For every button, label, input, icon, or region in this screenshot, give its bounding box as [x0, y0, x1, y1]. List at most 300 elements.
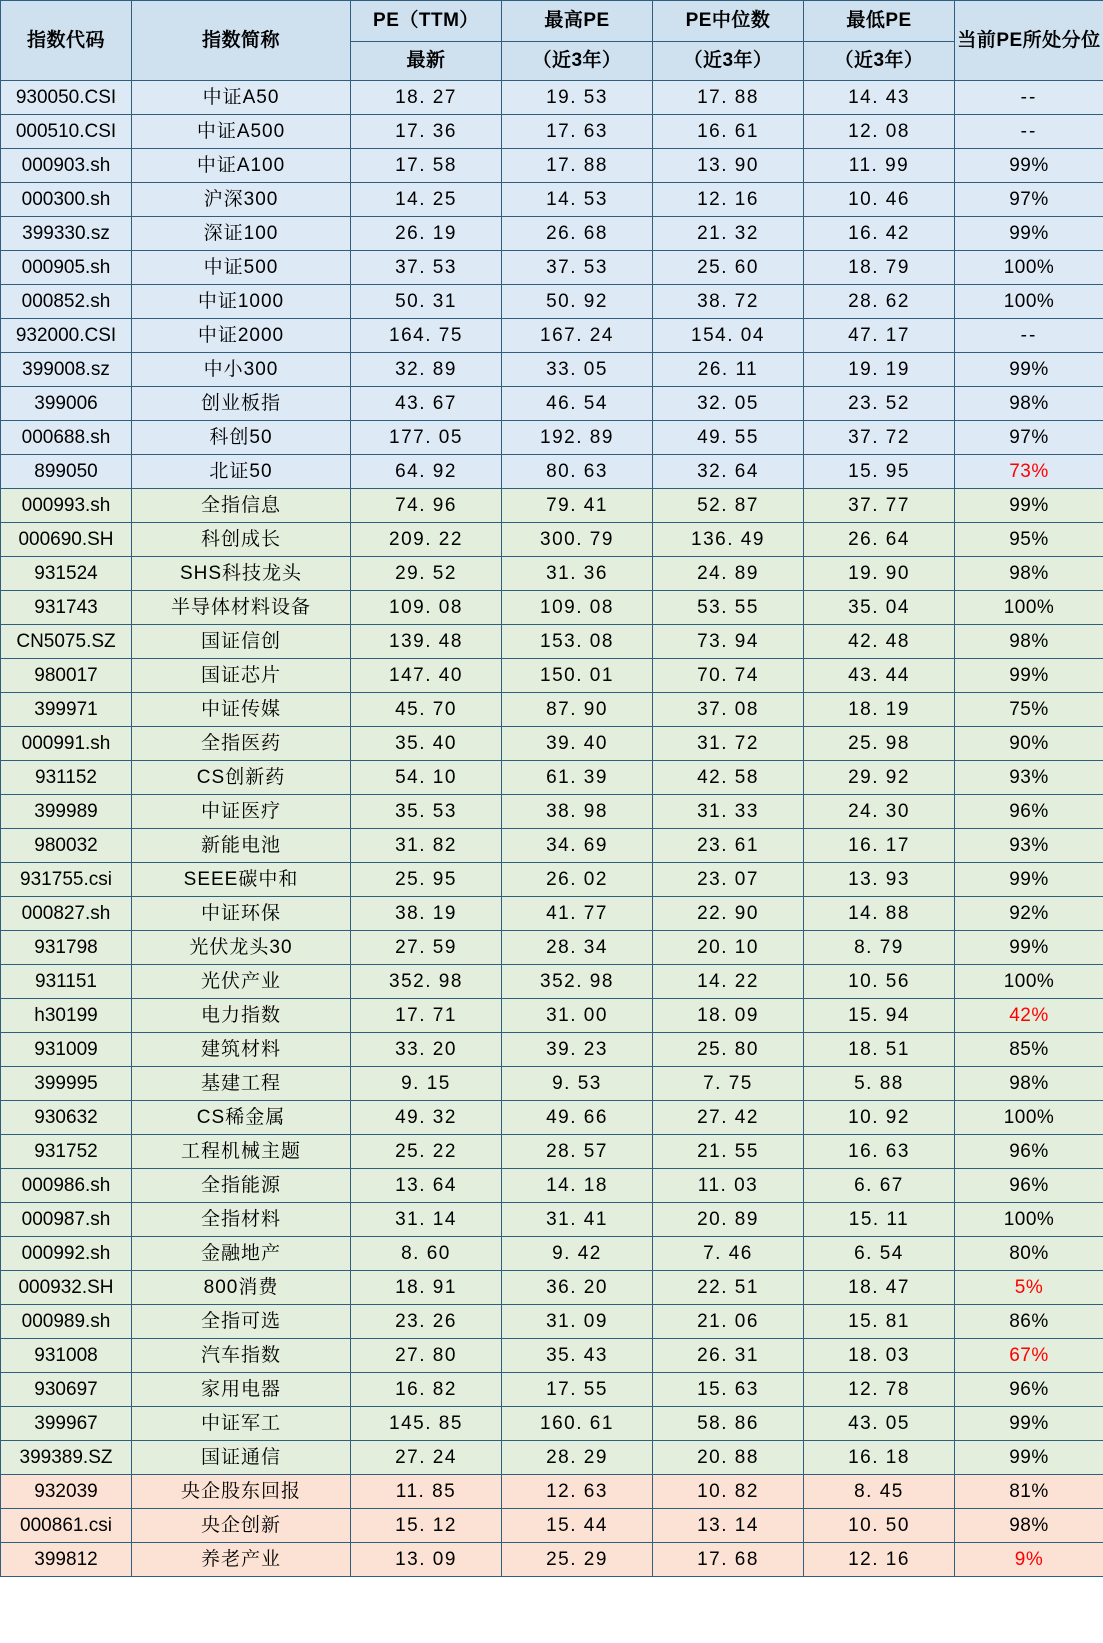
- cell-pe-ttm: 32. 89: [351, 353, 502, 387]
- cell-max-pe: 35. 43: [502, 1339, 653, 1373]
- table-row: [1, 421, 1103, 455]
- cell-min-pe: 43. 44: [804, 659, 955, 693]
- cell-pe-percentile: --: [955, 115, 1103, 149]
- cell-index-code: 000690.SH: [1, 523, 132, 557]
- header-pe-ttm: PE（TTM）: [351, 1, 502, 42]
- cell-max-pe: 26. 02: [502, 863, 653, 897]
- cell-median-pe: 38. 72: [653, 285, 804, 319]
- cell-median-pe: 70. 74: [653, 659, 804, 693]
- cell-index-name: 800消费: [132, 1271, 351, 1305]
- cell-pe-ttm: 209. 22: [351, 523, 502, 557]
- table-row: [1, 523, 1103, 557]
- cell-median-pe: 58. 86: [653, 1407, 804, 1441]
- cell-pe-percentile: 93%: [955, 761, 1103, 795]
- cell-index-code: 399006: [1, 387, 132, 421]
- table-row: [1, 1305, 1103, 1339]
- cell-pe-percentile: 96%: [955, 795, 1103, 829]
- cell-median-pe: 7. 46: [653, 1237, 804, 1271]
- cell-median-pe: 15. 63: [653, 1373, 804, 1407]
- table-row: [1, 1543, 1103, 1577]
- cell-pe-ttm: 50. 31: [351, 285, 502, 319]
- cell-max-pe: 37. 53: [502, 251, 653, 285]
- cell-index-name: 中小300: [132, 353, 351, 387]
- cell-index-name: 金融地产: [132, 1237, 351, 1271]
- cell-pe-ttm: 8. 60: [351, 1237, 502, 1271]
- cell-min-pe: 13. 93: [804, 863, 955, 897]
- cell-pe-ttm: 43. 67: [351, 387, 502, 421]
- cell-max-pe: 38. 98: [502, 795, 653, 829]
- cell-index-code: 000993.sh: [1, 489, 132, 523]
- cell-min-pe: 19. 19: [804, 353, 955, 387]
- cell-pe-percentile: 97%: [955, 421, 1103, 455]
- cell-index-code: 931798: [1, 931, 132, 965]
- cell-median-pe: 12. 16: [653, 183, 804, 217]
- cell-pe-percentile: 99%: [955, 863, 1103, 897]
- cell-index-name: 中证A500: [132, 115, 351, 149]
- cell-index-code: 000300.sh: [1, 183, 132, 217]
- cell-median-pe: 73. 94: [653, 625, 804, 659]
- cell-pe-ttm: 23. 26: [351, 1305, 502, 1339]
- cell-pe-percentile: 100%: [955, 1203, 1103, 1237]
- cell-index-code: 399989: [1, 795, 132, 829]
- cell-min-pe: 18. 19: [804, 693, 955, 727]
- cell-index-code: 000992.sh: [1, 1237, 132, 1271]
- table-row: [1, 489, 1103, 523]
- cell-pe-ttm: 54. 10: [351, 761, 502, 795]
- cell-max-pe: 34. 69: [502, 829, 653, 863]
- table-row: [1, 183, 1103, 217]
- cell-min-pe: 47. 17: [804, 319, 955, 353]
- cell-max-pe: 50. 92: [502, 285, 653, 319]
- table-row: [1, 1339, 1103, 1373]
- cell-min-pe: 16. 17: [804, 829, 955, 863]
- cell-min-pe: 25. 98: [804, 727, 955, 761]
- cell-max-pe: 153. 08: [502, 625, 653, 659]
- cell-max-pe: 19. 53: [502, 81, 653, 115]
- cell-median-pe: 37. 08: [653, 693, 804, 727]
- cell-max-pe: 33. 05: [502, 353, 653, 387]
- header-max-pe-sub: （近3年）: [502, 42, 653, 81]
- cell-max-pe: 31. 36: [502, 557, 653, 591]
- cell-pe-percentile: 99%: [955, 659, 1103, 693]
- cell-median-pe: 21. 32: [653, 217, 804, 251]
- cell-min-pe: 15. 81: [804, 1305, 955, 1339]
- cell-pe-percentile: 86%: [955, 1305, 1103, 1339]
- cell-index-code: 000903.sh: [1, 149, 132, 183]
- cell-index-name: 基建工程: [132, 1067, 351, 1101]
- cell-pe-percentile: 100%: [955, 1101, 1103, 1135]
- cell-max-pe: 28. 57: [502, 1135, 653, 1169]
- cell-median-pe: 154. 04: [653, 319, 804, 353]
- cell-pe-ttm: 11. 85: [351, 1475, 502, 1509]
- cell-max-pe: 300. 79: [502, 523, 653, 557]
- cell-index-name: 中证传媒: [132, 693, 351, 727]
- cell-min-pe: 15. 94: [804, 999, 955, 1033]
- table-row: [1, 999, 1103, 1033]
- cell-index-name: 全指信息: [132, 489, 351, 523]
- cell-max-pe: 167. 24: [502, 319, 653, 353]
- cell-index-code: h30199: [1, 999, 132, 1033]
- header-max-pe: 最高PE: [502, 1, 653, 42]
- cell-max-pe: 17. 88: [502, 149, 653, 183]
- cell-pe-ttm: 14. 25: [351, 183, 502, 217]
- cell-index-code: 399967: [1, 1407, 132, 1441]
- cell-median-pe: 17. 88: [653, 81, 804, 115]
- cell-max-pe: 109. 08: [502, 591, 653, 625]
- cell-index-name: 中证1000: [132, 285, 351, 319]
- cell-min-pe: 19. 90: [804, 557, 955, 591]
- cell-pe-percentile: 95%: [955, 523, 1103, 557]
- cell-min-pe: 15. 95: [804, 455, 955, 489]
- table-row: [1, 1475, 1103, 1509]
- cell-pe-ttm: 38. 19: [351, 897, 502, 931]
- cell-median-pe: 52. 87: [653, 489, 804, 523]
- cell-pe-ttm: 17. 71: [351, 999, 502, 1033]
- cell-index-name: 中证A50: [132, 81, 351, 115]
- cell-index-name: 创业板指: [132, 387, 351, 421]
- cell-pe-ttm: 25. 22: [351, 1135, 502, 1169]
- cell-max-pe: 352. 98: [502, 965, 653, 999]
- cell-pe-percentile: --: [955, 319, 1103, 353]
- cell-index-code: CN5075.SZ: [1, 625, 132, 659]
- cell-index-name: SEEE碳中和: [132, 863, 351, 897]
- cell-index-code: 000987.sh: [1, 1203, 132, 1237]
- cell-max-pe: 28. 34: [502, 931, 653, 965]
- cell-index-name: 工程机械主题: [132, 1135, 351, 1169]
- header-median-pe-sub: （近3年）: [653, 42, 804, 81]
- header-min-pe-sub: （近3年）: [804, 42, 955, 81]
- table-row: [1, 455, 1103, 489]
- table-row: [1, 115, 1103, 149]
- cell-index-name: 全指材料: [132, 1203, 351, 1237]
- cell-pe-percentile: 92%: [955, 897, 1103, 931]
- cell-median-pe: 7. 75: [653, 1067, 804, 1101]
- cell-median-pe: 31. 33: [653, 795, 804, 829]
- cell-median-pe: 17. 68: [653, 1543, 804, 1577]
- cell-min-pe: 18. 51: [804, 1033, 955, 1067]
- cell-max-pe: 14. 53: [502, 183, 653, 217]
- cell-index-name: 光伏产业: [132, 965, 351, 999]
- cell-median-pe: 26. 31: [653, 1339, 804, 1373]
- cell-pe-ttm: 15. 12: [351, 1509, 502, 1543]
- cell-pe-percentile: 98%: [955, 557, 1103, 591]
- cell-index-name: 全指可选: [132, 1305, 351, 1339]
- cell-index-code: 930697: [1, 1373, 132, 1407]
- cell-min-pe: 10. 50: [804, 1509, 955, 1543]
- table-row: [1, 285, 1103, 319]
- cell-pe-ttm: 64. 92: [351, 455, 502, 489]
- cell-pe-percentile: 75%: [955, 693, 1103, 727]
- cell-min-pe: 37. 77: [804, 489, 955, 523]
- table-row: [1, 965, 1103, 999]
- cell-index-name: 新能电池: [132, 829, 351, 863]
- cell-index-code: 980032: [1, 829, 132, 863]
- cell-pe-ttm: 16. 82: [351, 1373, 502, 1407]
- cell-pe-percentile: 98%: [955, 625, 1103, 659]
- cell-pe-ttm: 49. 32: [351, 1101, 502, 1135]
- cell-min-pe: 18. 47: [804, 1271, 955, 1305]
- cell-index-code: 931755.csi: [1, 863, 132, 897]
- cell-max-pe: 41. 77: [502, 897, 653, 931]
- table-row: [1, 1169, 1103, 1203]
- cell-max-pe: 46. 54: [502, 387, 653, 421]
- cell-min-pe: 28. 62: [804, 285, 955, 319]
- cell-min-pe: 18. 03: [804, 1339, 955, 1373]
- cell-index-code: 000932.SH: [1, 1271, 132, 1305]
- cell-index-name: SHS科技龙头: [132, 557, 351, 591]
- cell-pe-percentile: 99%: [955, 489, 1103, 523]
- cell-index-code: 931009: [1, 1033, 132, 1067]
- cell-min-pe: 35. 04: [804, 591, 955, 625]
- cell-pe-ttm: 26. 19: [351, 217, 502, 251]
- cell-min-pe: 16. 42: [804, 217, 955, 251]
- cell-index-name: 养老产业: [132, 1543, 351, 1577]
- cell-index-name: 中证军工: [132, 1407, 351, 1441]
- cell-pe-percentile: 99%: [955, 217, 1103, 251]
- cell-median-pe: 10. 82: [653, 1475, 804, 1509]
- table-row: [1, 659, 1103, 693]
- table-row: [1, 149, 1103, 183]
- table-row: [1, 557, 1103, 591]
- cell-index-name: 家用电器: [132, 1373, 351, 1407]
- cell-max-pe: 61. 39: [502, 761, 653, 795]
- cell-pe-percentile: 85%: [955, 1033, 1103, 1067]
- cell-median-pe: 20. 10: [653, 931, 804, 965]
- cell-index-name: 沪深300: [132, 183, 351, 217]
- cell-pe-ttm: 352. 98: [351, 965, 502, 999]
- cell-pe-ttm: 33. 20: [351, 1033, 502, 1067]
- cell-pe-percentile: 98%: [955, 1509, 1103, 1543]
- cell-index-name: 全指能源: [132, 1169, 351, 1203]
- cell-median-pe: 31. 72: [653, 727, 804, 761]
- cell-max-pe: 9. 42: [502, 1237, 653, 1271]
- cell-index-code: 932039: [1, 1475, 132, 1509]
- table-row: [1, 1441, 1103, 1475]
- header-row-top: [1, 1, 1103, 42]
- cell-median-pe: 20. 88: [653, 1441, 804, 1475]
- cell-pe-percentile: 90%: [955, 727, 1103, 761]
- cell-index-code: 000986.sh: [1, 1169, 132, 1203]
- cell-min-pe: 16. 63: [804, 1135, 955, 1169]
- table-row: [1, 1373, 1103, 1407]
- cell-pe-ttm: 29. 52: [351, 557, 502, 591]
- cell-index-name: 中证2000: [132, 319, 351, 353]
- cell-max-pe: 26. 68: [502, 217, 653, 251]
- cell-pe-percentile: 96%: [955, 1169, 1103, 1203]
- cell-min-pe: 15. 11: [804, 1203, 955, 1237]
- table-row: [1, 1271, 1103, 1305]
- cell-min-pe: 23. 52: [804, 387, 955, 421]
- cell-pe-percentile: 100%: [955, 285, 1103, 319]
- cell-median-pe: 32. 05: [653, 387, 804, 421]
- cell-index-code: 399812: [1, 1543, 132, 1577]
- cell-max-pe: 39. 40: [502, 727, 653, 761]
- cell-max-pe: 31. 41: [502, 1203, 653, 1237]
- cell-index-code: 000688.sh: [1, 421, 132, 455]
- cell-index-name: 深证100: [132, 217, 351, 251]
- cell-max-pe: 17. 55: [502, 1373, 653, 1407]
- cell-max-pe: 28. 29: [502, 1441, 653, 1475]
- cell-median-pe: 24. 89: [653, 557, 804, 591]
- cell-index-code: 931152: [1, 761, 132, 795]
- cell-pe-ttm: 37. 53: [351, 251, 502, 285]
- cell-max-pe: 160. 61: [502, 1407, 653, 1441]
- table-body: [1, 81, 1103, 1577]
- cell-pe-ttm: 31. 14: [351, 1203, 502, 1237]
- cell-pe-ttm: 109. 08: [351, 591, 502, 625]
- cell-index-code: 399995: [1, 1067, 132, 1101]
- cell-median-pe: 23. 61: [653, 829, 804, 863]
- cell-max-pe: 31. 00: [502, 999, 653, 1033]
- cell-max-pe: 9. 53: [502, 1067, 653, 1101]
- cell-min-pe: 24. 30: [804, 795, 955, 829]
- header-pe-ttm-sub: 最新: [351, 42, 502, 81]
- cell-median-pe: 27. 42: [653, 1101, 804, 1135]
- cell-index-name: 央企创新: [132, 1509, 351, 1543]
- cell-max-pe: 150. 01: [502, 659, 653, 693]
- table-row: [1, 863, 1103, 897]
- cell-index-code: 932000.CSI: [1, 319, 132, 353]
- cell-pe-ttm: 25. 95: [351, 863, 502, 897]
- cell-max-pe: 15. 44: [502, 1509, 653, 1543]
- cell-pe-ttm: 164. 75: [351, 319, 502, 353]
- cell-index-code: 931524: [1, 557, 132, 591]
- cell-pe-percentile: 99%: [955, 1407, 1103, 1441]
- table-row: [1, 829, 1103, 863]
- table-header: [1, 1, 1103, 81]
- cell-median-pe: 21. 06: [653, 1305, 804, 1339]
- cell-pe-ttm: 9. 15: [351, 1067, 502, 1101]
- cell-median-pe: 21. 55: [653, 1135, 804, 1169]
- cell-index-code: 399008.sz: [1, 353, 132, 387]
- cell-index-code: 000989.sh: [1, 1305, 132, 1339]
- table-row: [1, 1135, 1103, 1169]
- table-row: [1, 1203, 1103, 1237]
- table-row: [1, 319, 1103, 353]
- table-row: [1, 251, 1103, 285]
- cell-median-pe: 23. 07: [653, 863, 804, 897]
- table-row: [1, 761, 1103, 795]
- cell-index-code: 000905.sh: [1, 251, 132, 285]
- cell-index-name: 汽车指数: [132, 1339, 351, 1373]
- cell-median-pe: 14. 22: [653, 965, 804, 999]
- cell-pe-percentile: 96%: [955, 1373, 1103, 1407]
- cell-pe-ttm: 27. 24: [351, 1441, 502, 1475]
- cell-max-pe: 31. 09: [502, 1305, 653, 1339]
- table-row: [1, 693, 1103, 727]
- cell-min-pe: 8. 45: [804, 1475, 955, 1509]
- cell-index-name: 北证50: [132, 455, 351, 489]
- cell-pe-ttm: 35. 53: [351, 795, 502, 829]
- cell-index-code: 931151: [1, 965, 132, 999]
- cell-index-name: 建筑材料: [132, 1033, 351, 1067]
- cell-max-pe: 80. 63: [502, 455, 653, 489]
- cell-pe-percentile: 98%: [955, 1067, 1103, 1101]
- cell-pe-percentile: 9%: [955, 1543, 1103, 1577]
- cell-pe-ttm: 17. 58: [351, 149, 502, 183]
- cell-pe-percentile: 100%: [955, 251, 1103, 285]
- cell-pe-ttm: 13. 09: [351, 1543, 502, 1577]
- cell-max-pe: 17. 63: [502, 115, 653, 149]
- cell-pe-percentile: 97%: [955, 183, 1103, 217]
- cell-pe-ttm: 17. 36: [351, 115, 502, 149]
- cell-median-pe: 136. 49: [653, 523, 804, 557]
- cell-min-pe: 6. 54: [804, 1237, 955, 1271]
- cell-index-code: 930050.CSI: [1, 81, 132, 115]
- cell-index-code: 931008: [1, 1339, 132, 1373]
- cell-median-pe: 13. 90: [653, 149, 804, 183]
- cell-median-pe: 53. 55: [653, 591, 804, 625]
- header-median-pe: PE中位数: [653, 1, 804, 42]
- cell-pe-percentile: 99%: [955, 353, 1103, 387]
- cell-pe-percentile: 5%: [955, 1271, 1103, 1305]
- cell-max-pe: 36. 20: [502, 1271, 653, 1305]
- cell-index-name: 中证500: [132, 251, 351, 285]
- cell-index-code: 000852.sh: [1, 285, 132, 319]
- cell-median-pe: 16. 61: [653, 115, 804, 149]
- table-row: [1, 1101, 1103, 1135]
- table-row: [1, 1237, 1103, 1271]
- header-index-code: 指数代码: [1, 1, 132, 81]
- cell-index-name: CS创新药: [132, 761, 351, 795]
- cell-max-pe: 79. 41: [502, 489, 653, 523]
- cell-max-pe: 87. 90: [502, 693, 653, 727]
- cell-index-name: 全指医药: [132, 727, 351, 761]
- cell-max-pe: 12. 63: [502, 1475, 653, 1509]
- cell-index-name: 电力指数: [132, 999, 351, 1033]
- cell-median-pe: 20. 89: [653, 1203, 804, 1237]
- cell-min-pe: 43. 05: [804, 1407, 955, 1441]
- cell-pe-percentile: 99%: [955, 931, 1103, 965]
- cell-min-pe: 29. 92: [804, 761, 955, 795]
- cell-pe-ttm: 27. 80: [351, 1339, 502, 1373]
- cell-median-pe: 22. 51: [653, 1271, 804, 1305]
- cell-max-pe: 14. 18: [502, 1169, 653, 1203]
- cell-min-pe: 10. 92: [804, 1101, 955, 1135]
- table-row: [1, 795, 1103, 829]
- cell-min-pe: 42. 48: [804, 625, 955, 659]
- cell-index-name: 科创成长: [132, 523, 351, 557]
- cell-min-pe: 37. 72: [804, 421, 955, 455]
- cell-index-name: 中证A100: [132, 149, 351, 183]
- cell-median-pe: 49. 55: [653, 421, 804, 455]
- table-row: [1, 1067, 1103, 1101]
- cell-index-name: 国证芯片: [132, 659, 351, 693]
- cell-index-code: 000991.sh: [1, 727, 132, 761]
- cell-pe-percentile: 98%: [955, 387, 1103, 421]
- cell-index-code: 931752: [1, 1135, 132, 1169]
- cell-index-code: 399330.sz: [1, 217, 132, 251]
- cell-pe-ttm: 35. 40: [351, 727, 502, 761]
- cell-median-pe: 26. 11: [653, 353, 804, 387]
- cell-index-name: 中证环保: [132, 897, 351, 931]
- cell-index-code: 930632: [1, 1101, 132, 1135]
- cell-index-code: 980017: [1, 659, 132, 693]
- header-index-name: 指数简称: [132, 1, 351, 81]
- table-row: [1, 387, 1103, 421]
- cell-pe-ttm: 13. 64: [351, 1169, 502, 1203]
- cell-index-name: 国证通信: [132, 1441, 351, 1475]
- table-row: [1, 1033, 1103, 1067]
- cell-pe-percentile: 99%: [955, 1441, 1103, 1475]
- cell-median-pe: 13. 14: [653, 1509, 804, 1543]
- cell-pe-ttm: 31. 82: [351, 829, 502, 863]
- cell-median-pe: 22. 90: [653, 897, 804, 931]
- table-row: [1, 727, 1103, 761]
- cell-min-pe: 14. 43: [804, 81, 955, 115]
- cell-pe-ttm: 147. 40: [351, 659, 502, 693]
- cell-pe-percentile: 93%: [955, 829, 1103, 863]
